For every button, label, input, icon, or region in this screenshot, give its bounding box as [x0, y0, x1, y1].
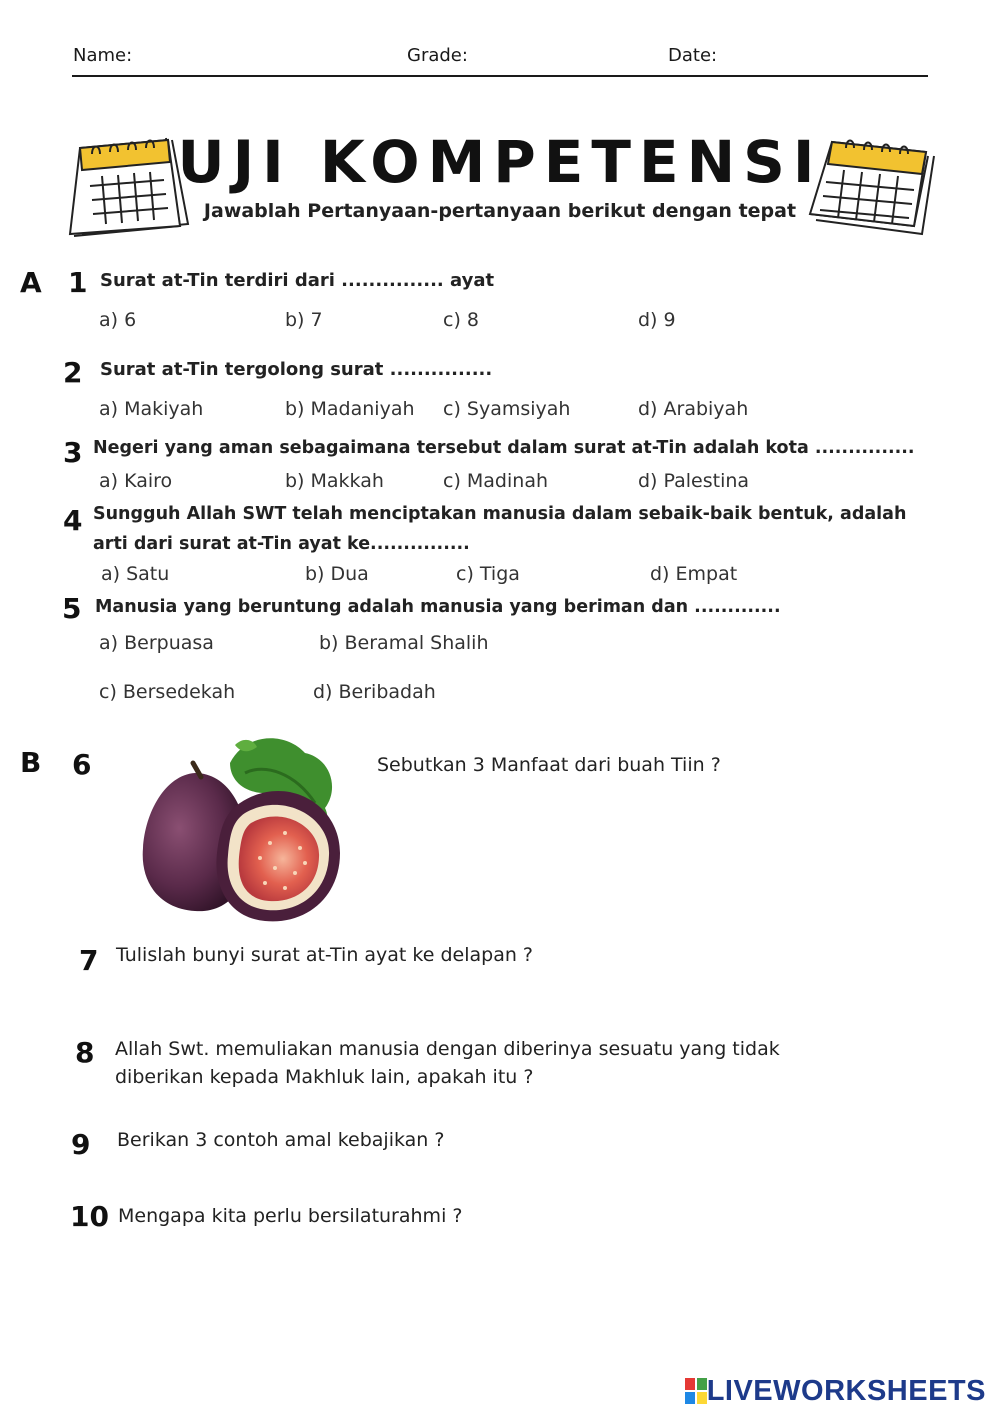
answer-option[interactable]: a) 6 — [99, 309, 137, 331]
question-text: Berikan 3 contoh amal kebajikan ? — [117, 1129, 445, 1151]
answer-option[interactable]: b) Makkah — [285, 470, 384, 492]
answer-option[interactable]: b) 7 — [285, 309, 323, 331]
name-label: Name: — [73, 45, 133, 66]
question-text: Sebutkan 3 Manfaat dari buah Tiin ? — [377, 754, 721, 776]
answer-option[interactable]: c) Tiga — [456, 563, 520, 585]
question-text-line1: Sungguh Allah SWT telah menciptakan manusia dalam sebaik-baik bentuk, adalah — [93, 504, 907, 524]
question-number: 9 — [71, 1128, 91, 1161]
question-text-line2: diberikan kepada Makhluk lain, apakah itu ? — [115, 1066, 534, 1088]
page-subtitle: Jawablah Pertanyaan-pertanyaan berikut dengan tepat — [203, 200, 797, 222]
answer-option[interactable]: a) Berpuasa — [99, 632, 214, 654]
answer-option[interactable]: c) Syamsiyah — [443, 398, 571, 420]
logo-icon — [685, 1378, 707, 1404]
date-label: Date: — [668, 45, 718, 66]
answer-option[interactable]: d) Arabiyah — [638, 398, 749, 420]
question-text: Surat at-Tin terdiri dari ............... ayat — [100, 270, 495, 291]
question-number: 7 — [79, 944, 99, 977]
question-number: 3 — [63, 436, 83, 469]
section-a-label: A — [20, 266, 42, 299]
logo-text: LIVEWORKSHEETS — [706, 1374, 986, 1407]
liveworksheets-logo[interactable] — [685, 1374, 986, 1408]
question-number: 1 — [68, 266, 88, 299]
question-text: Negeri yang aman sebagaimana tersebut dalam surat at-Tin adalah kota ............... — [93, 438, 915, 458]
answer-option[interactable]: c) 8 — [443, 309, 479, 331]
answer-option[interactable]: c) Madinah — [443, 470, 549, 492]
question-text: Surat at-Tin tergolong surat ............... — [100, 359, 493, 380]
page-title: UJI KOMPETENSI — [177, 128, 823, 196]
answer-option[interactable]: a) Makiyah — [99, 398, 204, 420]
question-number: 8 — [75, 1036, 95, 1069]
grade-label: Grade: — [407, 45, 468, 66]
question-text: Manusia yang beruntung adalah manusia yang beriman dan ............. — [95, 597, 781, 617]
section-b-label: B — [20, 746, 42, 779]
answer-option[interactable]: b) Beramal Shalih — [319, 632, 489, 654]
answer-option[interactable]: d) Beribadah — [313, 681, 436, 703]
header-underline — [72, 75, 928, 77]
fig-fruit-image — [135, 733, 350, 925]
answer-option[interactable]: a) Satu — [101, 563, 170, 585]
question-number: 6 — [72, 748, 92, 781]
question-number: 5 — [62, 592, 82, 625]
answer-option[interactable]: d) Empat — [650, 563, 738, 585]
question-text: Tulislah bunyi surat at-Tin ayat ke delapan ? — [116, 944, 534, 966]
question-text-line1: Allah Swt. memuliakan manusia dengan diberinya sesuatu yang tidak — [115, 1038, 780, 1060]
answer-option[interactable]: a) Kairo — [99, 470, 173, 492]
question-number: 10 — [70, 1200, 109, 1233]
answer-option[interactable]: c) Bersedekah — [99, 681, 236, 703]
question-number: 4 — [63, 504, 83, 537]
question-text-line2: arti dari surat at-Tin ayat ke............... — [93, 534, 470, 554]
answer-option[interactable]: d) Palestina — [638, 470, 750, 492]
question-text: Mengapa kita perlu bersilaturahmi ? — [118, 1205, 463, 1227]
answer-option[interactable]: d) 9 — [638, 309, 676, 331]
answer-option[interactable]: b) Dua — [305, 563, 369, 585]
question-number: 2 — [63, 356, 83, 389]
answer-option[interactable]: b) Madaniyah — [285, 398, 415, 420]
